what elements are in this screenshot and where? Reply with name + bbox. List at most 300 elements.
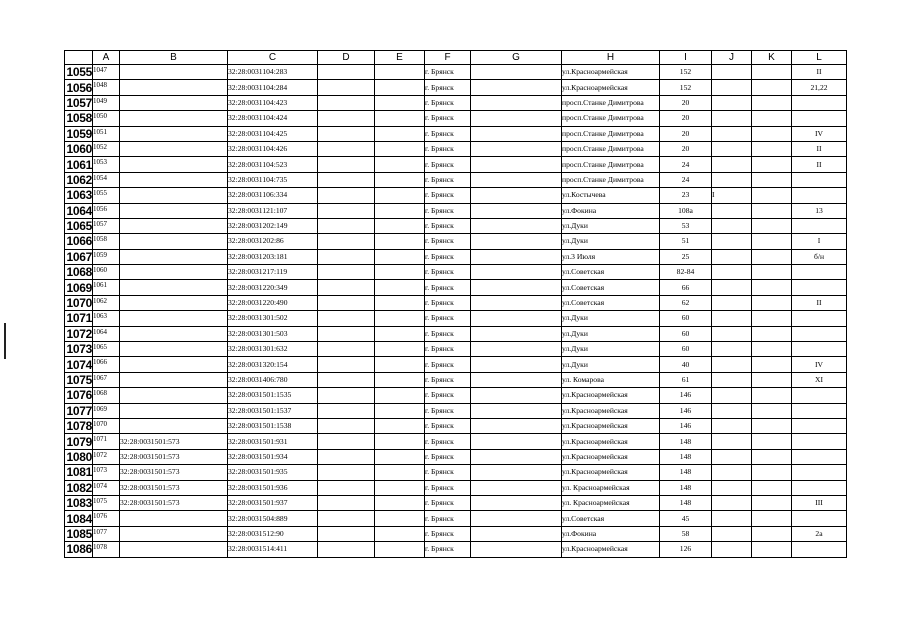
cell-l[interactable]: IV [792, 357, 847, 372]
cell-k[interactable] [752, 80, 792, 95]
cell-e[interactable] [375, 172, 425, 187]
cell-f[interactable]: г. Брянск [425, 295, 471, 310]
cell-e[interactable] [375, 203, 425, 218]
cell-h[interactable]: ул.Красноармейская [562, 65, 660, 80]
cell-c[interactable]: 32:28:0031121:107 [228, 203, 318, 218]
cell-k[interactable] [752, 157, 792, 172]
cell-j[interactable] [712, 265, 752, 280]
cell-i[interactable]: 20 [660, 141, 712, 156]
cell-d[interactable] [318, 326, 375, 341]
cell-a[interactable]: 1048 [93, 80, 120, 95]
cell-g[interactable] [471, 295, 562, 310]
cell-c[interactable]: 32:28:0031202:86 [228, 234, 318, 249]
cell-b[interactable] [120, 526, 228, 541]
cell-a[interactable]: 1067 [93, 372, 120, 387]
cell-e[interactable] [375, 418, 425, 433]
cell-j[interactable] [712, 465, 752, 480]
cell-e[interactable] [375, 65, 425, 80]
cell-f[interactable]: г. Брянск [425, 280, 471, 295]
cell-d[interactable] [318, 157, 375, 172]
cell-j[interactable] [712, 480, 752, 495]
cell-j[interactable] [712, 295, 752, 310]
row-number[interactable]: 1086 [66, 542, 92, 557]
cell-g[interactable] [471, 157, 562, 172]
cell-h[interactable]: ул.Красноармейская [562, 403, 660, 418]
cell-g[interactable] [471, 388, 562, 403]
cell-a[interactable]: 1066 [93, 357, 120, 372]
cell-k[interactable] [752, 526, 792, 541]
cell-l[interactable] [792, 342, 847, 357]
cell-c[interactable]: 32:28:0031104:735 [228, 172, 318, 187]
cell-f[interactable]: г. Брянск [425, 403, 471, 418]
cell-e[interactable] [375, 480, 425, 495]
cell-i[interactable]: 62 [660, 295, 712, 310]
row-number[interactable]: 1070 [66, 296, 92, 311]
cell-j[interactable] [712, 403, 752, 418]
cell-c[interactable]: 32:28:0031104:284 [228, 80, 318, 95]
row-number[interactable]: 1076 [66, 388, 92, 403]
cell-b[interactable] [120, 326, 228, 341]
cell-c[interactable]: 32:28:0031501:934 [228, 449, 318, 464]
cell-f[interactable]: г. Брянск [425, 188, 471, 203]
cell-g[interactable] [471, 234, 562, 249]
cell-j[interactable] [712, 495, 752, 510]
cell-h[interactable]: ул.Советская [562, 280, 660, 295]
row-number[interactable]: 1066 [66, 234, 92, 249]
cell-a[interactable]: 1077 [93, 526, 120, 541]
column-header-l[interactable]: L [792, 51, 847, 65]
row-number[interactable]: 1072 [66, 326, 92, 341]
cell-f[interactable]: г. Брянск [425, 480, 471, 495]
cell-i[interactable]: 146 [660, 403, 712, 418]
cell-f[interactable]: г. Брянск [425, 342, 471, 357]
cell-c[interactable]: 32:28:0031104:425 [228, 126, 318, 141]
cell-b[interactable] [120, 295, 228, 310]
cell-f[interactable]: г. Брянск [425, 249, 471, 264]
row-number[interactable]: 1073 [66, 342, 92, 357]
cell-i[interactable]: 23 [660, 188, 712, 203]
row-number[interactable]: 1082 [66, 480, 92, 495]
cell-j[interactable] [712, 203, 752, 218]
cell-b[interactable] [120, 218, 228, 233]
cell-l[interactable]: II [792, 141, 847, 156]
cell-l[interactable] [792, 172, 847, 187]
cell-e[interactable] [375, 141, 425, 156]
column-header-g[interactable]: G [471, 51, 562, 65]
cell-b[interactable]: 32:28:0031501:573 [120, 434, 228, 449]
row-number[interactable]: 1081 [66, 465, 92, 480]
cell-k[interactable] [752, 95, 792, 110]
cell-d[interactable] [318, 465, 375, 480]
cell-i[interactable]: 108а [660, 203, 712, 218]
cell-e[interactable] [375, 495, 425, 510]
cell-c[interactable]: 32:28:0031220:349 [228, 280, 318, 295]
column-header-h[interactable]: H [562, 51, 660, 65]
cell-f[interactable]: г. Брянск [425, 372, 471, 387]
cell-g[interactable] [471, 418, 562, 433]
cell-d[interactable] [318, 495, 375, 510]
cell-f[interactable]: г. Брянск [425, 172, 471, 187]
cell-h[interactable]: ул.Красноармейская [562, 418, 660, 433]
cell-e[interactable] [375, 372, 425, 387]
cell-b[interactable]: 32:28:0031501:573 [120, 480, 228, 495]
cell-f[interactable]: г. Брянск [425, 495, 471, 510]
cell-b[interactable] [120, 157, 228, 172]
cell-g[interactable] [471, 434, 562, 449]
cell-f[interactable]: г. Брянск [425, 157, 471, 172]
cell-g[interactable] [471, 495, 562, 510]
cell-j[interactable] [712, 511, 752, 526]
cell-k[interactable] [752, 172, 792, 187]
cell-h[interactable]: ул.Красноармейская [562, 434, 660, 449]
cell-l[interactable]: I [792, 234, 847, 249]
cell-d[interactable] [318, 141, 375, 156]
cell-b[interactable] [120, 511, 228, 526]
cell-i[interactable]: 148 [660, 449, 712, 464]
cell-f[interactable]: г. Брянск [425, 141, 471, 156]
cell-k[interactable] [752, 342, 792, 357]
cell-c[interactable]: 32:28:0031501:937 [228, 495, 318, 510]
cell-a[interactable]: 1058 [93, 234, 120, 249]
cell-k[interactable] [752, 465, 792, 480]
cell-h[interactable]: просп.Станке Димитрова [562, 95, 660, 110]
cell-j[interactable] [712, 141, 752, 156]
cell-a[interactable]: 1072 [93, 449, 120, 464]
cell-a[interactable]: 1052 [93, 141, 120, 156]
cell-b[interactable] [120, 126, 228, 141]
cell-d[interactable] [318, 511, 375, 526]
cell-j[interactable] [712, 157, 752, 172]
cell-j[interactable] [712, 388, 752, 403]
cell-h[interactable]: ул.Дуки [562, 218, 660, 233]
cell-c[interactable]: 32:28:0031104:523 [228, 157, 318, 172]
cell-l[interactable] [792, 511, 847, 526]
cell-g[interactable] [471, 65, 562, 80]
cell-k[interactable] [752, 111, 792, 126]
cell-h[interactable]: ул.Красноармейская [562, 449, 660, 464]
cell-f[interactable]: г. Брянск [425, 265, 471, 280]
cell-f[interactable]: г. Брянск [425, 526, 471, 541]
cell-i[interactable]: 60 [660, 311, 712, 326]
cell-g[interactable] [471, 203, 562, 218]
cell-j[interactable] [712, 326, 752, 341]
cell-l[interactable] [792, 311, 847, 326]
cell-k[interactable] [752, 403, 792, 418]
cell-j[interactable] [712, 65, 752, 80]
cell-c[interactable]: 32:28:0031301:502 [228, 311, 318, 326]
cell-g[interactable] [471, 465, 562, 480]
cell-b[interactable] [120, 234, 228, 249]
cell-g[interactable] [471, 280, 562, 295]
cell-j[interactable] [712, 372, 752, 387]
cell-k[interactable] [752, 357, 792, 372]
cell-a[interactable]: 1076 [93, 511, 120, 526]
cell-e[interactable] [375, 511, 425, 526]
cell-c[interactable]: 32:28:0031203:181 [228, 249, 318, 264]
cell-e[interactable] [375, 326, 425, 341]
cell-d[interactable] [318, 203, 375, 218]
cell-e[interactable] [375, 249, 425, 264]
cell-k[interactable] [752, 218, 792, 233]
cell-d[interactable] [318, 295, 375, 310]
cell-c[interactable]: 32:28:0031501:935 [228, 465, 318, 480]
cell-i[interactable]: 40 [660, 357, 712, 372]
cell-b[interactable] [120, 203, 228, 218]
cell-j[interactable] [712, 172, 752, 187]
cell-k[interactable] [752, 188, 792, 203]
cell-a[interactable]: 1064 [93, 326, 120, 341]
cell-e[interactable] [375, 465, 425, 480]
cell-a[interactable]: 1078 [93, 542, 120, 557]
cell-b[interactable] [120, 172, 228, 187]
cell-k[interactable] [752, 372, 792, 387]
cell-h[interactable]: ул.Дуки [562, 342, 660, 357]
cell-l[interactable] [792, 434, 847, 449]
cell-c[interactable]: 32:28:0031104:423 [228, 95, 318, 110]
cell-h[interactable]: ул.Фокина [562, 526, 660, 541]
column-header-k[interactable]: K [752, 51, 792, 65]
cell-e[interactable] [375, 188, 425, 203]
cell-d[interactable] [318, 218, 375, 233]
cell-a[interactable]: 1056 [93, 203, 120, 218]
cell-g[interactable] [471, 342, 562, 357]
cell-c[interactable]: 32:28:0031301:632 [228, 342, 318, 357]
cell-i[interactable]: 148 [660, 480, 712, 495]
cell-f[interactable]: г. Брянск [425, 418, 471, 433]
cell-b[interactable] [120, 80, 228, 95]
cell-g[interactable] [471, 265, 562, 280]
cell-l[interactable] [792, 449, 847, 464]
cell-i[interactable]: 148 [660, 465, 712, 480]
row-number[interactable]: 1080 [66, 449, 92, 464]
row-number[interactable]: 1059 [66, 126, 92, 141]
cell-g[interactable] [471, 542, 562, 557]
cell-h[interactable]: ул. Красноармейская [562, 495, 660, 510]
cell-d[interactable] [318, 449, 375, 464]
cell-g[interactable] [471, 480, 562, 495]
row-number[interactable]: 1055 [66, 65, 92, 80]
cell-j[interactable] [712, 311, 752, 326]
cell-k[interactable] [752, 126, 792, 141]
corner-cell[interactable] [65, 51, 93, 65]
row-number[interactable]: 1057 [66, 95, 92, 110]
cell-i[interactable]: 24 [660, 172, 712, 187]
column-header-d[interactable]: D [318, 51, 375, 65]
row-number[interactable]: 1069 [66, 280, 92, 295]
column-header-a[interactable]: A [93, 51, 120, 65]
cell-g[interactable] [471, 218, 562, 233]
cell-j[interactable] [712, 280, 752, 295]
cell-k[interactable] [752, 265, 792, 280]
cell-e[interactable] [375, 388, 425, 403]
cell-a[interactable]: 1053 [93, 157, 120, 172]
cell-b[interactable] [120, 188, 228, 203]
cell-h[interactable]: ул.Красноармейская [562, 465, 660, 480]
cell-a[interactable]: 1063 [93, 311, 120, 326]
row-number[interactable]: 1058 [66, 111, 92, 126]
cell-b[interactable] [120, 418, 228, 433]
row-number[interactable]: 1079 [66, 434, 92, 449]
cell-a[interactable]: 1054 [93, 172, 120, 187]
cell-h[interactable]: ул.Дуки [562, 357, 660, 372]
cell-g[interactable] [471, 403, 562, 418]
cell-i[interactable]: 146 [660, 418, 712, 433]
cell-k[interactable] [752, 311, 792, 326]
cell-g[interactable] [471, 111, 562, 126]
row-number[interactable]: 1068 [66, 265, 92, 280]
cell-g[interactable] [471, 188, 562, 203]
cell-f[interactable]: г. Брянск [425, 95, 471, 110]
cell-c[interactable]: 32:28:0031202:149 [228, 218, 318, 233]
cell-k[interactable] [752, 234, 792, 249]
cell-b[interactable] [120, 280, 228, 295]
cell-a[interactable]: 1065 [93, 342, 120, 357]
row-number[interactable]: 1078 [66, 419, 92, 434]
cell-j[interactable] [712, 542, 752, 557]
cell-b[interactable]: 32:28:0031501:573 [120, 495, 228, 510]
cell-i[interactable]: 60 [660, 342, 712, 357]
cell-d[interactable] [318, 434, 375, 449]
cell-c[interactable]: 32:28:0031501:1538 [228, 418, 318, 433]
cell-c[interactable]: 32:28:0031512:90 [228, 526, 318, 541]
cell-d[interactable] [318, 418, 375, 433]
cell-k[interactable] [752, 434, 792, 449]
cell-g[interactable] [471, 372, 562, 387]
cell-f[interactable]: г. Брянск [425, 218, 471, 233]
cell-k[interactable] [752, 495, 792, 510]
cell-h[interactable]: просп.Станке Димитрова [562, 111, 660, 126]
row-number[interactable]: 1064 [66, 203, 92, 218]
cell-g[interactable] [471, 126, 562, 141]
cell-k[interactable] [752, 203, 792, 218]
cell-l[interactable]: II [792, 65, 847, 80]
cell-e[interactable] [375, 434, 425, 449]
cell-b[interactable] [120, 141, 228, 156]
cell-l[interactable]: 21,22 [792, 80, 847, 95]
cell-d[interactable] [318, 280, 375, 295]
cell-d[interactable] [318, 95, 375, 110]
cell-f[interactable]: г. Брянск [425, 65, 471, 80]
cell-l[interactable] [792, 265, 847, 280]
cell-a[interactable]: 1070 [93, 418, 120, 433]
cell-b[interactable] [120, 542, 228, 557]
cell-d[interactable] [318, 403, 375, 418]
cell-i[interactable]: 60 [660, 326, 712, 341]
cell-b[interactable] [120, 95, 228, 110]
row-number[interactable]: 1063 [66, 188, 92, 203]
cell-g[interactable] [471, 526, 562, 541]
cell-l[interactable] [792, 403, 847, 418]
cell-a[interactable]: 1057 [93, 218, 120, 233]
cell-h[interactable]: ул.Дуки [562, 326, 660, 341]
cell-l[interactable] [792, 188, 847, 203]
cell-g[interactable] [471, 311, 562, 326]
row-number[interactable]: 1077 [66, 403, 92, 418]
cell-d[interactable] [318, 388, 375, 403]
cell-l[interactable]: IV [792, 126, 847, 141]
cell-i[interactable]: 82-84 [660, 265, 712, 280]
cell-i[interactable]: 126 [660, 542, 712, 557]
cell-d[interactable] [318, 342, 375, 357]
cell-f[interactable]: г. Брянск [425, 111, 471, 126]
cell-d[interactable] [318, 172, 375, 187]
cell-i[interactable]: 152 [660, 65, 712, 80]
cell-j[interactable] [712, 418, 752, 433]
cell-f[interactable]: г. Брянск [425, 388, 471, 403]
cell-h[interactable]: ул.Советская [562, 265, 660, 280]
cell-c[interactable]: 32:28:0031514:411 [228, 542, 318, 557]
cell-k[interactable] [752, 418, 792, 433]
cell-g[interactable] [471, 141, 562, 156]
column-header-b[interactable]: B [120, 51, 228, 65]
cell-b[interactable]: 32:28:0031501:573 [120, 449, 228, 464]
cell-i[interactable]: 20 [660, 95, 712, 110]
cell-h[interactable]: ул.Советская [562, 295, 660, 310]
cell-k[interactable] [752, 480, 792, 495]
cell-i[interactable]: 148 [660, 495, 712, 510]
cell-c[interactable]: 32:28:0031504:889 [228, 511, 318, 526]
cell-i[interactable]: 146 [660, 388, 712, 403]
cell-i[interactable]: 25 [660, 249, 712, 264]
cell-i[interactable]: 58 [660, 526, 712, 541]
cell-f[interactable]: г. Брянск [425, 449, 471, 464]
cell-j[interactable] [712, 218, 752, 233]
cell-i[interactable]: 53 [660, 218, 712, 233]
cell-d[interactable] [318, 126, 375, 141]
cell-d[interactable] [318, 480, 375, 495]
cell-k[interactable] [752, 295, 792, 310]
cell-f[interactable]: г. Брянск [425, 126, 471, 141]
cell-f[interactable]: г. Брянск [425, 311, 471, 326]
cell-b[interactable] [120, 311, 228, 326]
cell-h[interactable]: ул. Комарова [562, 372, 660, 387]
cell-b[interactable] [120, 111, 228, 126]
column-header-c[interactable]: C [228, 51, 318, 65]
row-number[interactable]: 1060 [66, 142, 92, 157]
cell-g[interactable] [471, 249, 562, 264]
cell-a[interactable]: 1051 [93, 126, 120, 141]
cell-c[interactable]: 32:28:0031501:936 [228, 480, 318, 495]
cell-f[interactable]: г. Брянск [425, 465, 471, 480]
row-number[interactable]: 1062 [66, 172, 92, 187]
row-number[interactable]: 1084 [66, 511, 92, 526]
cell-d[interactable] [318, 111, 375, 126]
cell-i[interactable]: 20 [660, 111, 712, 126]
cell-h[interactable]: просп.Станке Димитрова [562, 157, 660, 172]
cell-d[interactable] [318, 526, 375, 541]
cell-l[interactable] [792, 465, 847, 480]
cell-a[interactable]: 1055 [93, 188, 120, 203]
cell-a[interactable]: 1071 [93, 434, 120, 449]
cell-c[interactable]: 32:28:0031106:334 [228, 188, 318, 203]
cell-l[interactable] [792, 218, 847, 233]
cell-d[interactable] [318, 265, 375, 280]
cell-i[interactable]: 152 [660, 80, 712, 95]
cell-j[interactable] [712, 249, 752, 264]
cell-c[interactable]: 32:28:0031217:119 [228, 265, 318, 280]
row-number[interactable]: 1067 [66, 249, 92, 264]
cell-c[interactable]: 32:28:0031104:426 [228, 141, 318, 156]
row-number[interactable]: 1071 [66, 311, 92, 326]
cell-d[interactable] [318, 234, 375, 249]
row-number[interactable]: 1083 [66, 496, 92, 511]
cell-e[interactable] [375, 542, 425, 557]
cell-c[interactable]: 32:28:0031406:780 [228, 372, 318, 387]
cell-e[interactable] [375, 218, 425, 233]
cell-a[interactable]: 1069 [93, 403, 120, 418]
cell-i[interactable]: 148 [660, 434, 712, 449]
cell-j[interactable] [712, 126, 752, 141]
